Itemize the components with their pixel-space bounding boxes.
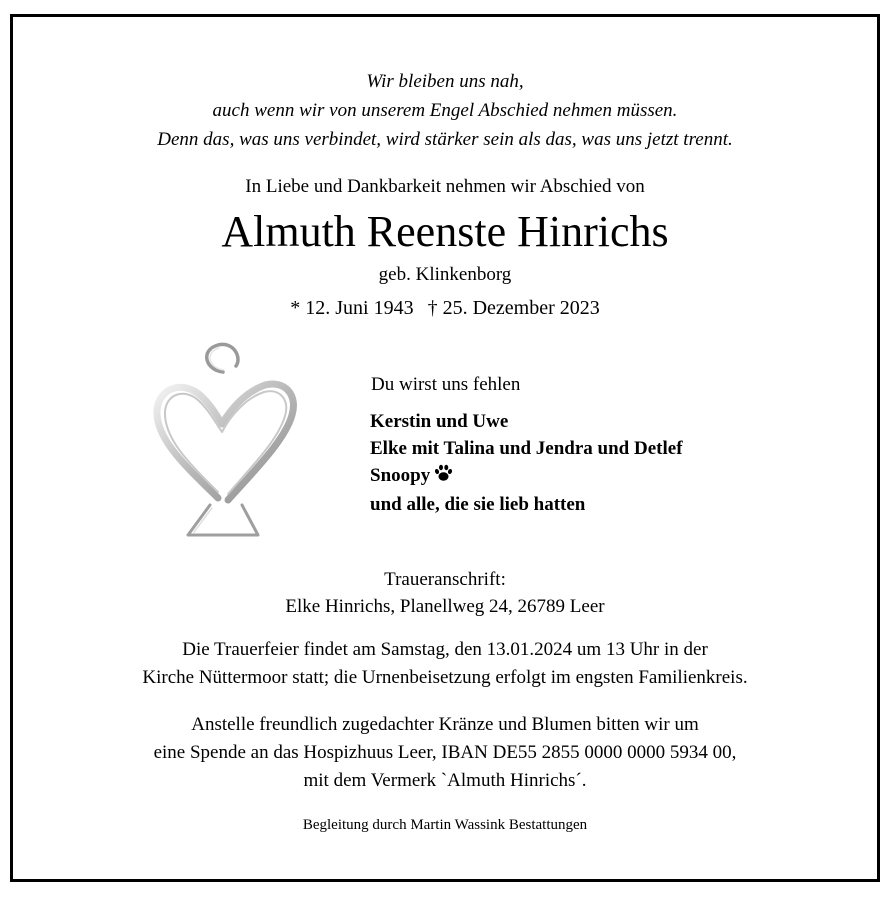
quote-line-3: Denn das, was uns verbindet, wird stärker sein als das, was uns jetzt trennt. bbox=[157, 129, 733, 150]
memorial-quote bbox=[0, 67, 890, 154]
mourner-line: Kerstin und Uwe bbox=[370, 411, 509, 432]
donation-line-1: Anstelle freundlich zugedachter Kränze und Blumen bitten wir um bbox=[191, 714, 699, 735]
pet-name: Snoopy bbox=[370, 465, 431, 486]
ceremony-line-1: Die Trauerfeier findet am Samstag, den 13.01.2024 um 13 Uhr in der bbox=[182, 639, 708, 660]
birth-date: * 12. Juni 1943 bbox=[290, 297, 414, 319]
quote-line-2: auch wenn wir von unserem Engel Abschied nehmen müssen. bbox=[212, 100, 678, 121]
angel-heart-icon bbox=[150, 340, 300, 550]
mourners-list bbox=[370, 408, 683, 518]
mourner-line: Elke mit Talina und Jendra und Detlef bbox=[370, 438, 683, 459]
deceased-name: Almuth Reenste Hinrichs bbox=[221, 207, 669, 256]
donation-line-2: eine Spende an das Hospizhuus Leer, IBAN DE55 2855 0000 0000 5934 00, bbox=[153, 742, 737, 763]
maiden-name: geb. Klinkenborg bbox=[378, 264, 512, 285]
undertaker-credit: Begleitung durch Martin Wassink Bestattungen bbox=[302, 817, 588, 833]
mourner-line: und alle, die sie lieb hatten bbox=[370, 494, 586, 515]
donation-info bbox=[0, 711, 890, 795]
condolence-address bbox=[0, 566, 890, 620]
life-dates bbox=[0, 297, 890, 320]
farewell-intro: In Liebe und Dankbarkeit nehmen wir Abschied von bbox=[245, 176, 645, 197]
address-label: Traueranschrift: bbox=[384, 569, 506, 590]
mourners-intro: Du wirst uns fehlen bbox=[371, 374, 521, 395]
ceremony-line-2: Kirche Nüttermoor statt; die Urnenbeisetzung erfolgt im engsten Familienkreis. bbox=[142, 667, 748, 688]
quote-line-1: Wir bleiben uns nah, bbox=[366, 71, 524, 92]
paw-icon bbox=[433, 463, 453, 491]
mourner-line-pet bbox=[370, 462, 683, 491]
donation-line-3: mit dem Vermerk `Almuth Hinrichs´. bbox=[303, 770, 587, 791]
ceremony-info bbox=[0, 636, 890, 692]
address-line: Elke Hinrichs, Planellweg 24, 26789 Leer bbox=[285, 596, 605, 617]
death-date: † 25. Dezember 2023 bbox=[427, 297, 600, 319]
